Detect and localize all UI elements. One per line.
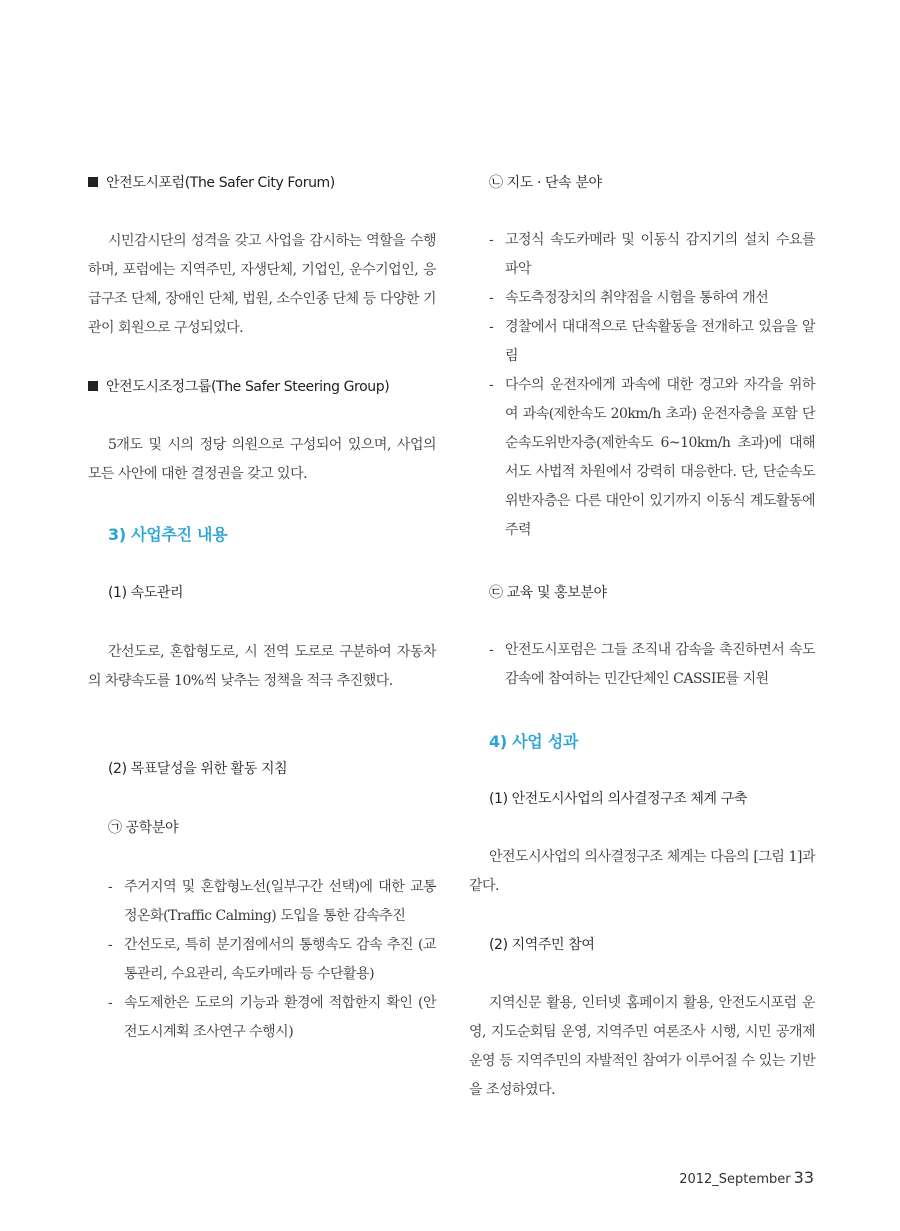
speed-management-heading: (1) 속도관리 <box>108 585 184 601</box>
section-4-title: 4) 사업 성과 <box>489 732 579 751</box>
steering-paragraph: 5개도 및 시의 정당 의원으로 구성되어 있으며, 사업의 모든 사안에 대한 결정권을 갖고 있다. <box>88 437 436 482</box>
list-item: - 안전도시포럼은 그들 조직내 감속을 촉진하면서 속도 감속에 참여하는 민간단체인 CASSIE를 지원 <box>489 642 815 687</box>
list-item: - 간선도로, 특히 분기점에서의 통행속도 감속 추진 (교통관리, 수요관리, 속도카메라 등 수단활용) <box>108 937 436 982</box>
issue-label: 2012_September <box>679 1172 791 1187</box>
education-list <box>489 636 815 694</box>
list-item: - 다수의 운전자에게 과속에 대한 경고와 자각을 위하여 과속(제한속도 20km/h 초과) 운전자층을 포함 단순속도위반자층(제한속도 6~10km/h 초과)에 대해서도 사법적 차원에서 강력히 대응한다. 단, 단순속도위반자층은 다른 대안이 있기까지 이동식 계도활동에 주력 <box>489 377 815 538</box>
forum-heading: 안전도시포럼(The Safer City Forum) <box>88 172 436 192</box>
list-item: - 속도제한은 도로의 기능과 환경에 적합한지 확인 (안전도시계획 조사연구 수행시) <box>108 995 436 1040</box>
enforcement-list <box>489 226 815 545</box>
decision-structure-paragraph: 안전도시사업의 의사결정구조 체계는 다음의 [그림 1]과 같다. <box>469 849 815 894</box>
goal-guidelines-heading: (2) 목표달성을 위한 활동 지침 <box>108 761 288 777</box>
engineering-heading: ㉠ 공학분야 <box>108 820 179 836</box>
square-bullet-icon <box>88 177 98 187</box>
enforcement-heading: ㉡ 지도 · 단속 분야 <box>489 175 602 191</box>
forum-paragraph: 시민감시단의 성격을 갖고 사업을 감시하는 역할을 수행하며, 포럼에는 지역주민, 자생단체, 기업인, 운수기업인, 응급구조 단체, 장애인 단체, 법원, 소수인종 단체 등 다양한 기관이 회원으로 구성되었다. <box>88 233 436 336</box>
decision-structure-heading: (1) 안전도시사업의 의사결정구조 체계 구축 <box>489 791 747 807</box>
engineering-list <box>108 873 436 1047</box>
square-bullet-icon <box>88 381 98 391</box>
section-3-title: 3) 사업추진 내용 <box>108 525 228 544</box>
page-number: 33 <box>793 1168 814 1187</box>
list-item: - 주거지역 및 혼합형노선(일부구간 선택)에 대한 교통정온화(Traffic Calming) 도입을 통한 감속추진 <box>108 879 436 924</box>
page-footer <box>679 1168 814 1187</box>
list-item: - 속도측정장치의 취약점을 시험을 통하여 개선 <box>489 290 769 306</box>
list-item: - 경찰에서 대대적으로 단속활동을 전개하고 있음을 알림 <box>489 319 815 364</box>
participation-heading: (2) 지역주민 참여 <box>489 937 595 953</box>
steering-heading: 안전도시조정그룹(The Safer Steering Group) <box>88 376 436 396</box>
speed-management-paragraph: 간선도로, 혼합형도로, 시 전역 도로로 구분하여 자동차의 차량속도를 10%씩 낮추는 정책을 적극 추진했다. <box>88 644 436 689</box>
list-item: - 고정식 속도카메라 및 이동식 감지기의 설치 수요를 파악 <box>489 232 815 277</box>
participation-paragraph: 지역신문 활용, 인터넷 홈페이지 활용, 안전도시포럼 운영, 지도순회팀 운영, 지역주민 여론조사 시행, 시민 공개제 운영 등 지역주민의 자발적인 참여가 이루어질 수 있는 기반을 조성하였다. <box>469 995 815 1098</box>
education-heading: ㉢ 교육 및 홍보분야 <box>489 585 607 601</box>
